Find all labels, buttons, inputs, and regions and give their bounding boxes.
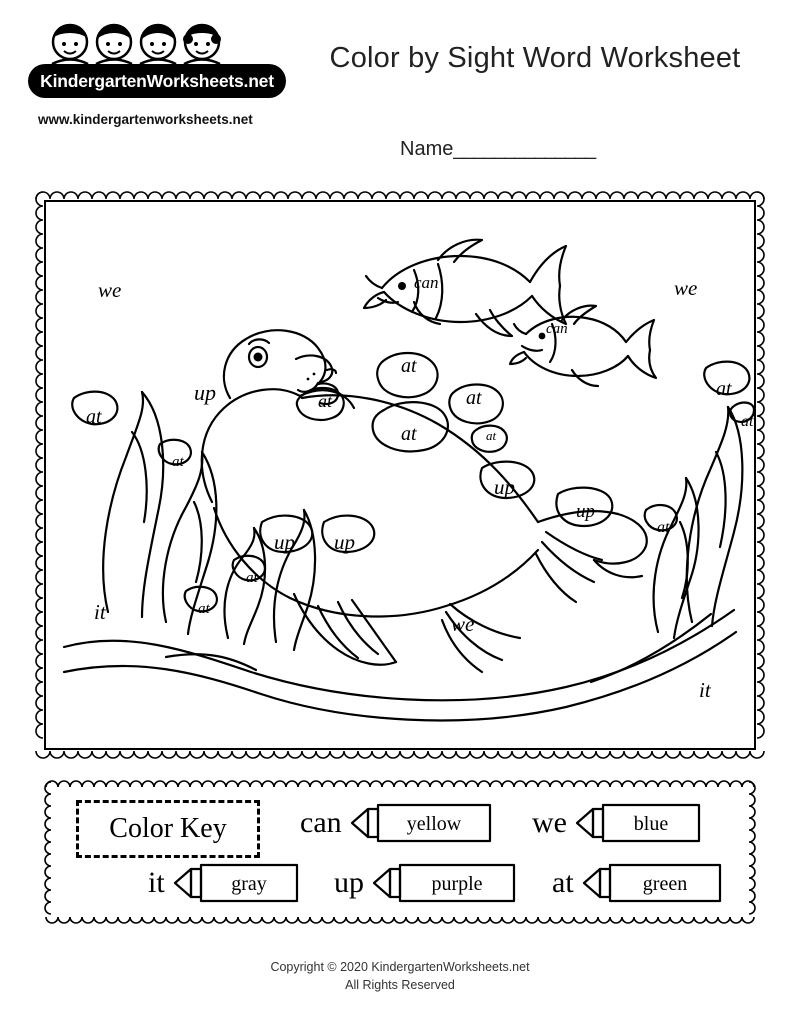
site-url[interactable]: www.kindergartenworksheets.net (38, 112, 253, 127)
crayon-color-label: gray (230, 873, 267, 895)
name-field[interactable] (400, 138, 595, 161)
sight-word-label: at (318, 391, 333, 411)
sight-word-label: it (94, 600, 106, 624)
key-word: it (148, 866, 165, 899)
crayon-icon (171, 864, 303, 902)
copyright-text: Copyright © 2020 KindergartenWorksheets.net (270, 960, 530, 974)
color-key-panel (40, 776, 760, 928)
sight-word-label: at (401, 355, 417, 377)
sight-word-label: up (494, 475, 515, 499)
coloring-picture-frame (30, 186, 770, 764)
sight-word-label: at (172, 454, 184, 470)
rights-text: All Rights Reserved (345, 978, 455, 993)
crayon-color-label: yellow (406, 813, 461, 835)
crayon-icon (580, 864, 726, 902)
sight-word-label: at (198, 601, 210, 617)
sight-word-label: at (86, 406, 102, 428)
four-children-icon (42, 22, 252, 70)
page-footer (0, 958, 800, 994)
sight-word-label: at (716, 378, 732, 400)
crayon-icon (348, 804, 496, 842)
name-blank-rule: ______________ (453, 138, 596, 160)
crayon-color-label: blue (633, 813, 669, 835)
color-key-entry-we (532, 804, 705, 842)
sight-word-label: up (274, 530, 295, 554)
sight-word-label: it (699, 678, 711, 702)
sight-word-label: can (546, 321, 568, 337)
crayon-icon (573, 804, 705, 842)
seal-fish-seaweed-drawing (46, 202, 754, 748)
sight-word-label: we (98, 278, 122, 302)
crayon-color-label: green (642, 873, 687, 895)
color-key-entry-it (148, 864, 303, 902)
sight-word-label: we (674, 276, 698, 300)
sight-word-label: can (414, 273, 439, 292)
key-word: at (552, 866, 574, 899)
sight-word-label: at (401, 423, 417, 445)
color-key-title: Color Key (76, 800, 260, 858)
sight-word-label: at (486, 428, 497, 443)
sight-word-label: up (334, 530, 355, 554)
page-header (0, 0, 800, 170)
sight-word-label: we (451, 612, 475, 636)
crayon-color-label: purple (431, 873, 483, 895)
coloring-scene (46, 202, 754, 748)
color-key-entry-at (552, 864, 726, 902)
color-key-entry-can (300, 804, 496, 842)
key-word: we (532, 806, 567, 839)
color-key-content (52, 786, 748, 918)
sight-word-label: at (741, 413, 754, 430)
sight-word-label: up (576, 501, 595, 522)
name-label: Name (400, 138, 454, 160)
key-word: can (300, 806, 342, 839)
sight-word-label: at (246, 570, 258, 586)
page-title: Color by Sight Word Worksheet (329, 42, 741, 74)
sight-word-label: up (194, 380, 216, 405)
key-word: up (334, 866, 364, 899)
color-key-entry-up (334, 864, 520, 902)
logo-wordmark: KindergartenWorksheets.net (28, 64, 286, 98)
sight-word-label: at (657, 519, 670, 536)
crayon-icon (370, 864, 520, 902)
sight-word-label: at (466, 387, 482, 409)
